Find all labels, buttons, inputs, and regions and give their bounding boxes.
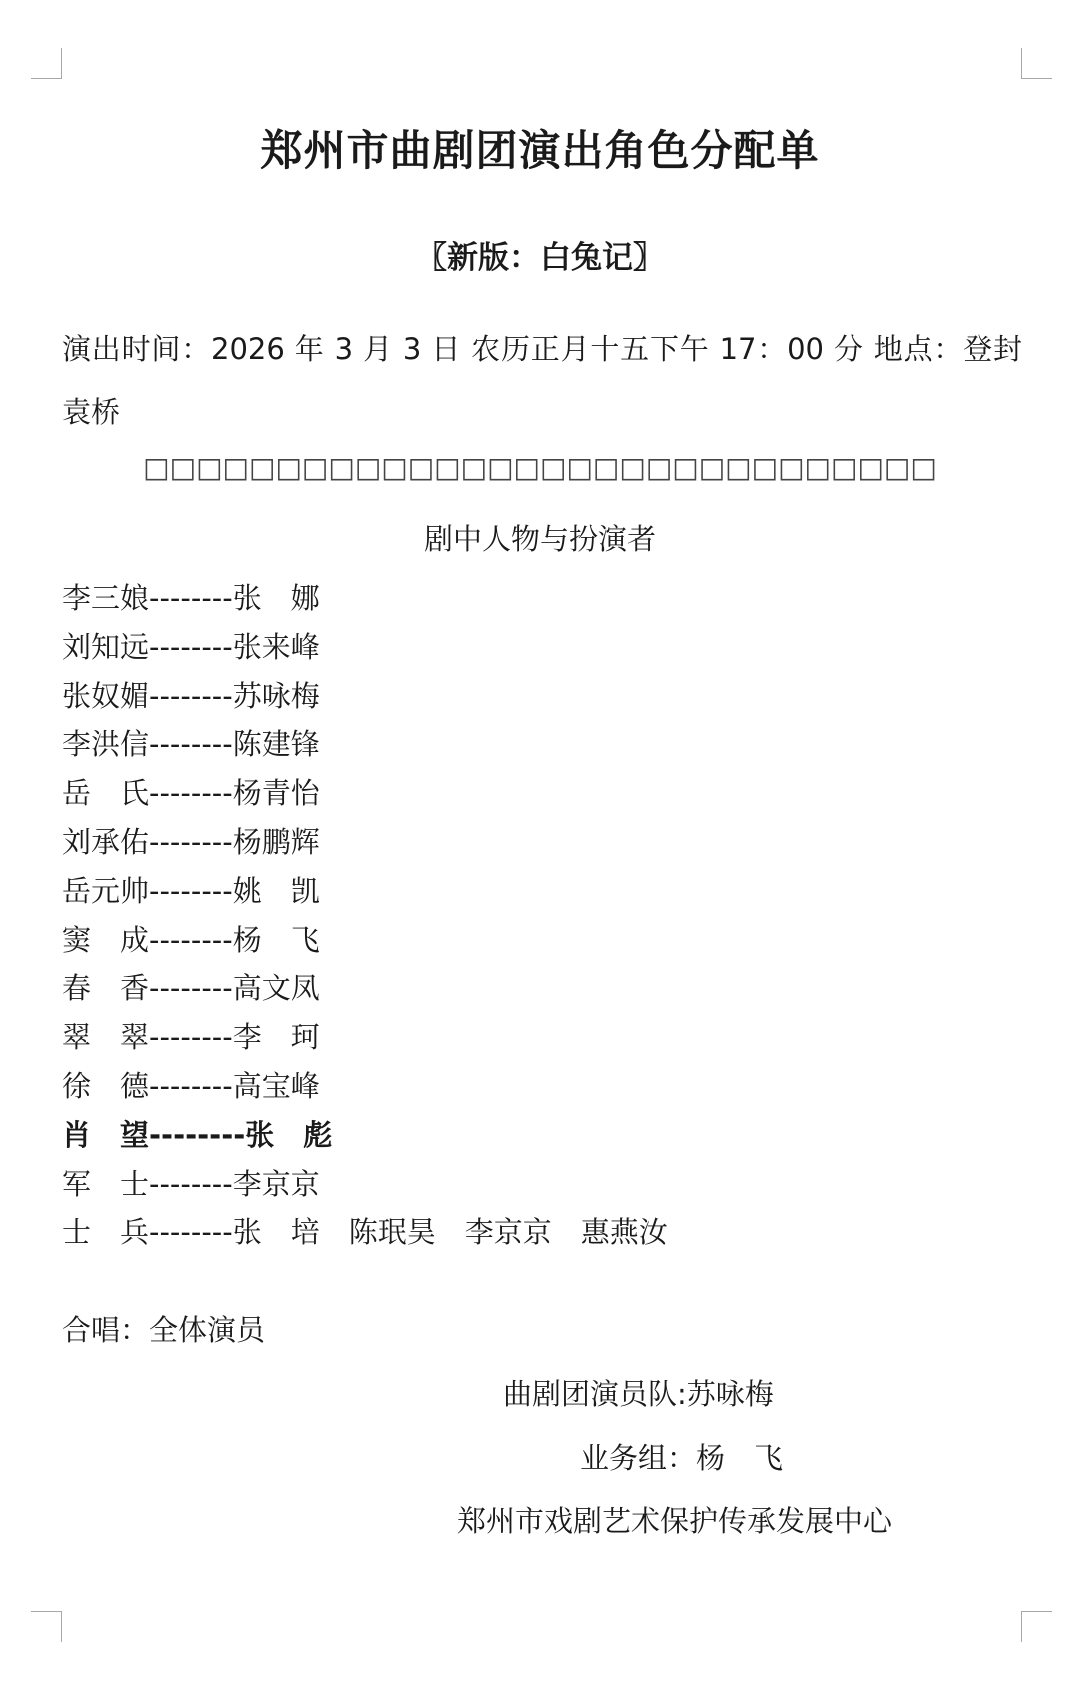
performance-info: 演出时间：2026 年 3 月 3 日 农历正月十五下午 17：00 分 地点：登封袁桥 bbox=[62, 332, 1022, 429]
placeholder-box-row: □□□□□□□□□□□□□□□□□□□□□□□□□□□□□□ bbox=[143, 451, 937, 484]
signature-business-group: 业务组：杨 飞 bbox=[580, 1441, 784, 1475]
cast-row: 肖 望--------张 彪 bbox=[62, 1117, 333, 1152]
cast-row: 窦 成--------杨 飞 bbox=[62, 922, 320, 957]
cast-row: 翠 翠--------李 珂 bbox=[62, 1020, 320, 1055]
signature-organization: 郑州市戏剧艺术保护传承发展中心 bbox=[457, 1504, 893, 1538]
cast-row: 徐 德--------高宝峰 bbox=[62, 1068, 320, 1103]
cast-row: 岳元帅--------姚 凯 bbox=[62, 873, 320, 908]
cast-list bbox=[62, 574, 668, 1257]
signature-troupe: 曲剧团演员队:苏咏梅 bbox=[503, 1377, 774, 1411]
page-corner-mark-bottom-left bbox=[31, 1611, 62, 1642]
chorus-line: 合唱：全体演员 bbox=[62, 1313, 266, 1347]
cast-row: 刘知远--------张来峰 bbox=[62, 629, 320, 664]
page-corner-mark-top-left bbox=[31, 48, 62, 79]
cast-row: 士 兵--------张 培 陈珉昊 李京京 惠燕汝 bbox=[62, 1215, 668, 1250]
cast-row: 刘承佑--------杨鹏辉 bbox=[62, 824, 320, 859]
document-title: 郑州市曲剧团演出角色分配单 bbox=[260, 126, 820, 175]
page-corner-mark-bottom-right bbox=[1021, 1611, 1052, 1642]
cast-row: 军 士--------李京京 bbox=[62, 1166, 320, 1201]
cast-row: 张奴媚--------苏咏梅 bbox=[62, 678, 320, 713]
cast-row: 春 香--------高文凤 bbox=[62, 971, 320, 1006]
cast-row: 李三娘--------张 娜 bbox=[62, 581, 320, 615]
cast-row: 岳 氏--------杨青怡 bbox=[62, 776, 320, 811]
cast-heading: 剧中人物与扮演者 bbox=[423, 522, 656, 556]
page-corner-mark-top-right bbox=[1021, 48, 1052, 79]
play-subtitle: 〖新版：白兔记〗 bbox=[416, 240, 664, 276]
cast-row: 李洪信--------陈建锋 bbox=[62, 727, 320, 762]
